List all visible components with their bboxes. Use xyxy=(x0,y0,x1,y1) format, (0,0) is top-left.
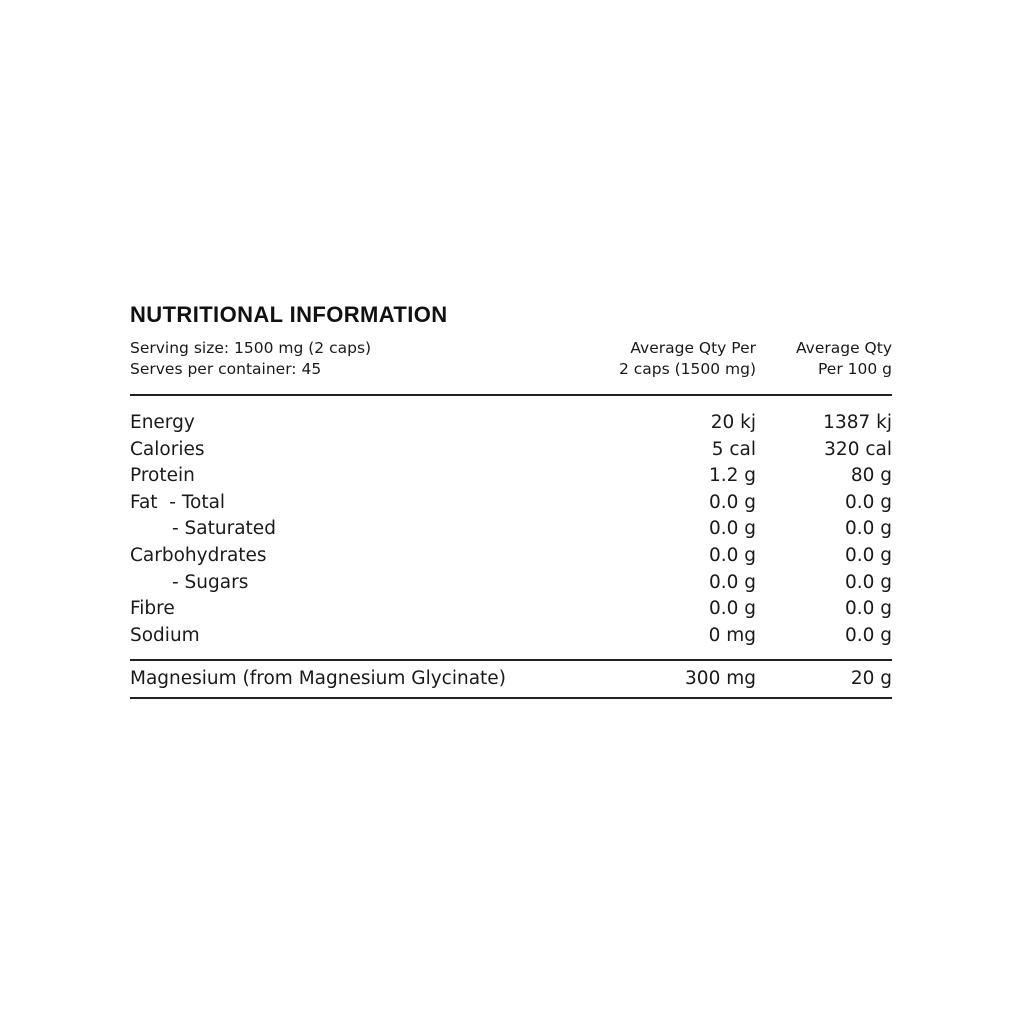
nutrient-label: - Sugars xyxy=(172,571,249,593)
nutrient-label: Fibre xyxy=(130,598,175,620)
serving-info xyxy=(130,338,550,380)
nutrient-per-100g: 0.0 g xyxy=(844,624,892,646)
nutrient-label: Fat - Total xyxy=(130,491,226,513)
nutrient-per-100g: 0.0 g xyxy=(844,518,892,540)
nutrient-row-calories xyxy=(130,437,892,464)
nutrient-per-100g: 0.0 g xyxy=(844,544,892,566)
nutrient-per-100g: 80 g xyxy=(850,465,892,487)
serves-per-container: Serves per container: 45 xyxy=(130,360,322,378)
column-header-per-serve xyxy=(556,338,756,380)
nutrient-row-energy xyxy=(130,410,892,437)
nutrient-label: Energy xyxy=(130,412,195,433)
nutrient-rows xyxy=(130,396,892,659)
nutrient-per-100g: 320 cal xyxy=(824,438,892,460)
nutrient-label: Calories xyxy=(130,438,205,460)
nutrient-row-fibre xyxy=(130,596,892,623)
nutrient-row-carbohydrates xyxy=(130,543,892,570)
column-header-per-100g-line1: Average Qty xyxy=(795,339,892,357)
magnesium-per-serve: 300 mg xyxy=(685,668,756,690)
nutrient-per-100g: 0.0 g xyxy=(844,598,892,620)
nutrient-label: Carbohydrates xyxy=(130,544,267,566)
nutrient-per-serve: 5 cal xyxy=(711,438,756,460)
nutrient-per-serve: 0.0 g xyxy=(708,491,756,513)
nutrient-per-serve: 0.0 g xyxy=(708,571,756,593)
column-header-per-100g-line2: Per 100 g xyxy=(818,360,892,378)
panel-title: NUTRITIONAL INFORMATION xyxy=(130,302,448,327)
nutrient-row-saturated xyxy=(130,516,892,543)
nutrient-per-serve: 0.0 g xyxy=(708,544,756,566)
nutrient-per-100g: 0.0 g xyxy=(844,491,892,513)
column-header-per-100g xyxy=(762,338,892,380)
nutrient-row-sugars xyxy=(130,570,892,597)
column-header-per-serve-line2: 2 caps (1500 mg) xyxy=(618,360,756,378)
column-header-per-serve-line1: Average Qty Per xyxy=(630,339,756,357)
divider-bottom xyxy=(130,697,892,699)
nutrient-label: Sodium xyxy=(130,624,200,646)
nutrient-label: - Saturated xyxy=(172,518,276,540)
nutrient-row-magnesium xyxy=(130,661,892,697)
nutrient-per-serve: 20 kj xyxy=(710,412,756,433)
nutrient-per-serve: 1.2 g xyxy=(708,465,756,487)
nutrient-per-serve: 0.0 g xyxy=(708,598,756,620)
nutrition-panel xyxy=(130,300,892,699)
serving-size: Serving size: 1500 mg (2 caps) xyxy=(130,339,372,357)
nutrient-row-sodium xyxy=(130,623,892,650)
nutrient-per-100g: 0.0 g xyxy=(844,571,892,593)
nutrient-per-100g: 1387 kj xyxy=(823,412,892,433)
serving-header xyxy=(130,338,892,384)
nutrient-row-fat-total xyxy=(130,490,892,517)
nutrient-row-protein xyxy=(130,463,892,490)
magnesium-per-100g: 20 g xyxy=(850,668,892,690)
nutrient-label: Protein xyxy=(130,465,195,487)
nutrient-per-serve: 0 mg xyxy=(708,624,756,646)
magnesium-label: Magnesium (from Magnesium Glycinate) xyxy=(130,668,506,690)
nutrient-per-serve: 0.0 g xyxy=(708,518,756,540)
